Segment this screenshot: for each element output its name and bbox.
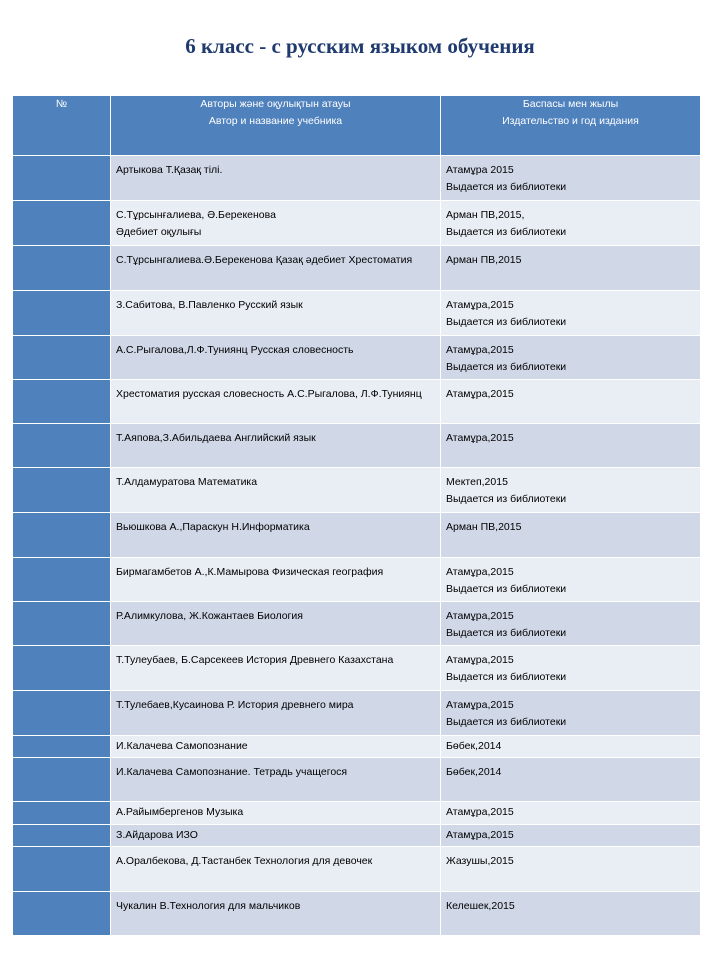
- table-row: [13, 336, 701, 380]
- header-number: №: [13, 96, 111, 156]
- author-title-cell: А.Оралбекова, Д.Тастанбек Технология для девочек: [111, 847, 441, 892]
- author-title-cell: Т.Аяпова,З.Абильдаева Английский язык: [111, 424, 441, 468]
- header-author-title: Авторы және оқулықтын атауы Автор и название учебника: [111, 96, 441, 156]
- author-title-cell: А.С.Рыгалова,Л.Ф.Туниянц Русская словесность: [111, 336, 441, 380]
- publisher-cell: Келешек,2015: [441, 892, 701, 936]
- row-number-cell: [13, 246, 111, 291]
- row-number-cell: [13, 513, 111, 558]
- row-number-cell: [13, 825, 111, 847]
- header-publisher-year: Баспасы мен жылы Издательство и год издания: [441, 96, 701, 156]
- publisher-cell: Атамұра,2015 Выдается из библиотеки: [441, 336, 701, 380]
- table-row: [13, 691, 701, 736]
- author-title-cell: С.Тұрсынгалиева.Ә.Берекенова Қазақ әдебиет Хрестоматия: [111, 246, 441, 291]
- publisher-cell: Атамұра,2015: [441, 825, 701, 847]
- publisher-cell: Атамұра,2015: [441, 424, 701, 468]
- author-title-cell: Вьюшкова А.,Параскун Н.Информатика: [111, 513, 441, 558]
- table-row: [13, 558, 701, 602]
- row-number-cell: [13, 802, 111, 825]
- author-title-cell: З.Сабитова, В.Павленко Русский язык: [111, 291, 441, 336]
- table-row: [13, 802, 701, 825]
- table-row: [13, 847, 701, 892]
- row-number-cell: [13, 380, 111, 424]
- publisher-cell: Атамұра,2015: [441, 802, 701, 825]
- table-row: [13, 291, 701, 336]
- table-row: [13, 513, 701, 558]
- row-number-cell: [13, 758, 111, 802]
- row-number-cell: [13, 468, 111, 513]
- publisher-cell: Арман ПВ,2015: [441, 513, 701, 558]
- table-row: [13, 736, 701, 758]
- row-number-cell: [13, 291, 111, 336]
- table-row: [13, 892, 701, 936]
- table-row: [13, 201, 701, 246]
- author-title-cell: Т.Тулебаев,Кусаинова Р. История древнего мира: [111, 691, 441, 736]
- publisher-cell: Мектеп,2015 Выдается из библиотеки: [441, 468, 701, 513]
- publisher-cell: Арман ПВ,2015, Выдается из библиотеки: [441, 201, 701, 246]
- row-number-cell: [13, 691, 111, 736]
- publisher-cell: Атамұра,2015 Выдается из библиотеки: [441, 691, 701, 736]
- textbook-table: [12, 95, 701, 936]
- author-title-cell: Хрестоматия русская словесность А.С.Рыгалова, Л.Ф.Туниянц: [111, 380, 441, 424]
- table-row: [13, 758, 701, 802]
- author-title-cell: Артыкова Т.Қазақ тілі.: [111, 156, 441, 201]
- row-number-cell: [13, 336, 111, 380]
- author-title-cell: Р.Алимкулова, Ж.Кожантаев Биология: [111, 602, 441, 646]
- publisher-cell: Арман ПВ,2015: [441, 246, 701, 291]
- row-number-cell: [13, 201, 111, 246]
- publisher-cell: Атамұра,2015 Выдается из библиотеки: [441, 558, 701, 602]
- author-title-cell: С.Тұрсынғалиева, Ә.Берекенова Әдебиет оқулығы: [111, 201, 441, 246]
- publisher-cell: Бөбек,2014: [441, 736, 701, 758]
- table-row: [13, 424, 701, 468]
- author-title-cell: И.Калачева Самопознание: [111, 736, 441, 758]
- row-number-cell: [13, 646, 111, 691]
- publisher-cell: Атамұра 2015 Выдается из библиотеки: [441, 156, 701, 201]
- table-row: [13, 646, 701, 691]
- author-title-cell: Т.Тулеубаев, Б.Сарсекеев История Древнего Казахстана: [111, 646, 441, 691]
- author-title-cell: А.Райымбергенов Музыка: [111, 802, 441, 825]
- publisher-cell: Бөбек,2014: [441, 758, 701, 802]
- table-row: [13, 156, 701, 201]
- row-number-cell: [13, 424, 111, 468]
- row-number-cell: [13, 558, 111, 602]
- author-title-cell: И.Калачева Самопознание. Тетрадь учащегося: [111, 758, 441, 802]
- author-title-cell: Т.Алдамуратова Математика: [111, 468, 441, 513]
- table-row: [13, 246, 701, 291]
- row-number-cell: [13, 892, 111, 936]
- author-title-cell: Чукалин В.Технология для мальчиков: [111, 892, 441, 936]
- table-row: [13, 468, 701, 513]
- publisher-cell: Атамұра,2015 Выдается из библиотеки: [441, 291, 701, 336]
- row-number-cell: [13, 736, 111, 758]
- publisher-cell: Атамұра,2015 Выдается из библиотеки: [441, 646, 701, 691]
- row-number-cell: [13, 602, 111, 646]
- publisher-cell: Жазушы,2015: [441, 847, 701, 892]
- row-number-cell: [13, 156, 111, 201]
- page-title: 6 класс - с русским языком обучения: [185, 34, 535, 58]
- author-title-cell: З.Айдарова ИЗО: [111, 825, 441, 847]
- row-number-cell: [13, 847, 111, 892]
- author-title-cell: Бирмагамбетов А.,К.Мамырова Физическая география: [111, 558, 441, 602]
- publisher-cell: Атамұра,2015: [441, 380, 701, 424]
- table-header: [13, 96, 701, 156]
- publisher-cell: Атамұра,2015 Выдается из библиотеки: [441, 602, 701, 646]
- table-row: [13, 825, 701, 847]
- table-row: [13, 602, 701, 646]
- table-row: [13, 380, 701, 424]
